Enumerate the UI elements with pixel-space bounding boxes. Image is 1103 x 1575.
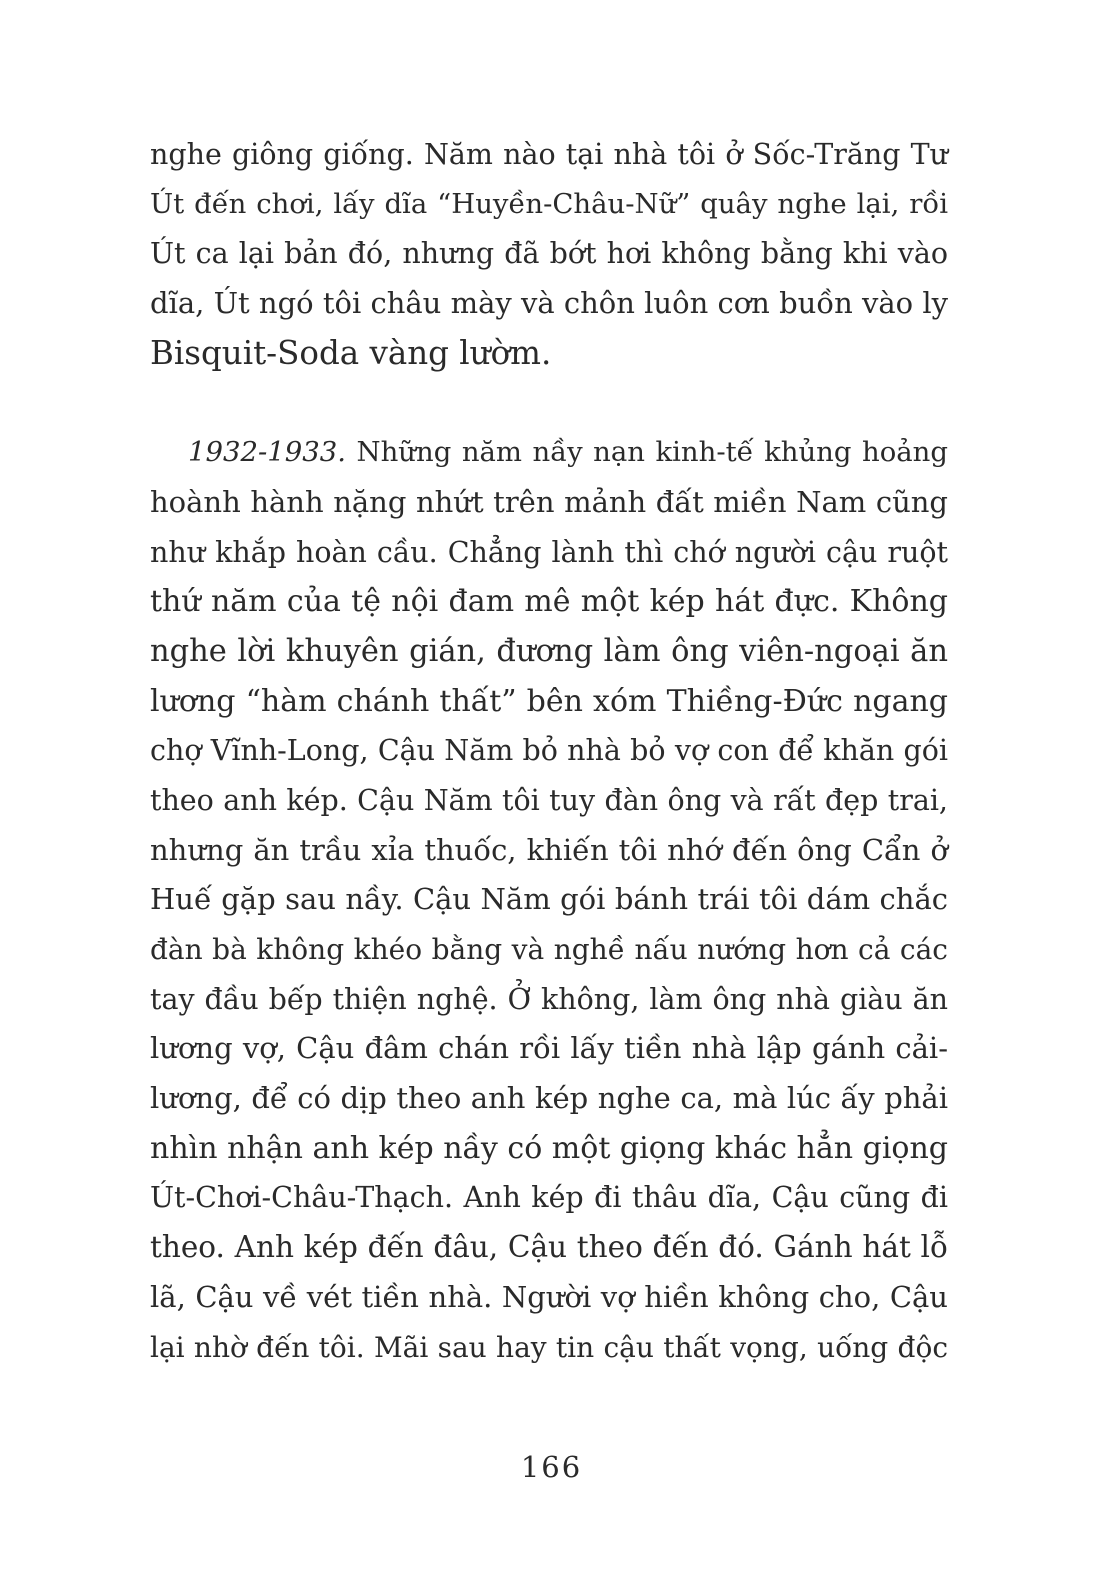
text-line: Út-Chơi-Châu-Thạch. Anh kép đi thâu dĩa, Cậu cũng đi (150, 1181, 948, 1215)
paragraph (150, 130, 948, 378)
text-line: chợ Vĩnh-Long, Cậu Năm bỏ nhà bỏ vợ con để khăn gói (150, 734, 948, 768)
text-line: nhìn nhận anh kép nầy có một giọng khác hẳn giọng (150, 1130, 949, 1166)
text-line: lại nhờ đến tôi. Mãi sau hay tin cậu thất vọng, uống độc (150, 1330, 948, 1364)
paragraph-gap (150, 378, 948, 428)
body-text (150, 130, 948, 1372)
text-line: Huế gặp sau nầy. Cậu Năm gói bánh trái tôi dám chắc (150, 882, 948, 917)
text-line: như khắp hoàn cầu. Chẳng lành thì chớ người cậu ruột (150, 535, 948, 569)
text-line (150, 428, 948, 478)
year-label: 1932-1933. (188, 436, 347, 469)
text-line: tay đầu bếp thiện nghệ. Ở không, làm ông nhà giàu ăn (150, 982, 948, 1016)
text-line: theo. Anh kép đến đâu, Cậu theo đến đó. Gánh hát lỗ (150, 1230, 948, 1265)
text-line: Út đến chơi, lấy dĩa “Huyền-Châu-Nữ” quây nghe lại, rồi (150, 187, 948, 220)
text-line: lương vợ, Cậu đâm chán rồi lấy tiền nhà lập gánh cải- (150, 1031, 948, 1066)
text-line: Út ca lại bản đó, nhưng đã bớt hơi không bằng khi vào (150, 237, 948, 271)
text-run: Những năm nầy nạn kinh-tế khủng hoảng (346, 436, 948, 469)
text-line: nghe giông giống. Năm nào tại nhà tôi ở Sốc-Trăng Tư (150, 138, 948, 171)
text-line: theo anh kép. Cậu Năm tôi tuy đàn ông và rất đẹp trai, (150, 783, 948, 817)
paragraph (150, 428, 948, 1372)
text-line: đàn bà không khéo bằng và nghề nấu nướng hơn cả các (150, 933, 948, 966)
text-line: nhưng ăn trầu xỉa thuốc, khiến tôi nhớ đến ông Cẩn ở (150, 832, 948, 867)
text-line: thứ năm của tệ nội đam mê một kép hát đực. Không (150, 584, 948, 620)
text-line: hoành hành nặng nhứt trên mảnh đất miền Nam cũng (150, 484, 948, 519)
text-line: lương “hàm chánh thất” bên xóm Thiềng-Đức ngang (150, 683, 948, 719)
text-line: nghe lời khuyên gián, đương làm ông viên-ngoại ăn (150, 633, 948, 669)
text-line: lương, để có dịp theo anh kép nghe ca, mà lúc ấy phải (150, 1081, 948, 1116)
text-line: lã, Cậu về vét tiền nhà. Người vợ hiền không cho, Cậu (150, 1279, 948, 1314)
text-line: dĩa, Út ngó tôi châu mày và chôn luôn cơn buồn vào ly (150, 286, 948, 321)
text-line: Bisquit-Soda vàng lườm. (150, 333, 552, 372)
page-number: 166 (520, 1450, 583, 1484)
